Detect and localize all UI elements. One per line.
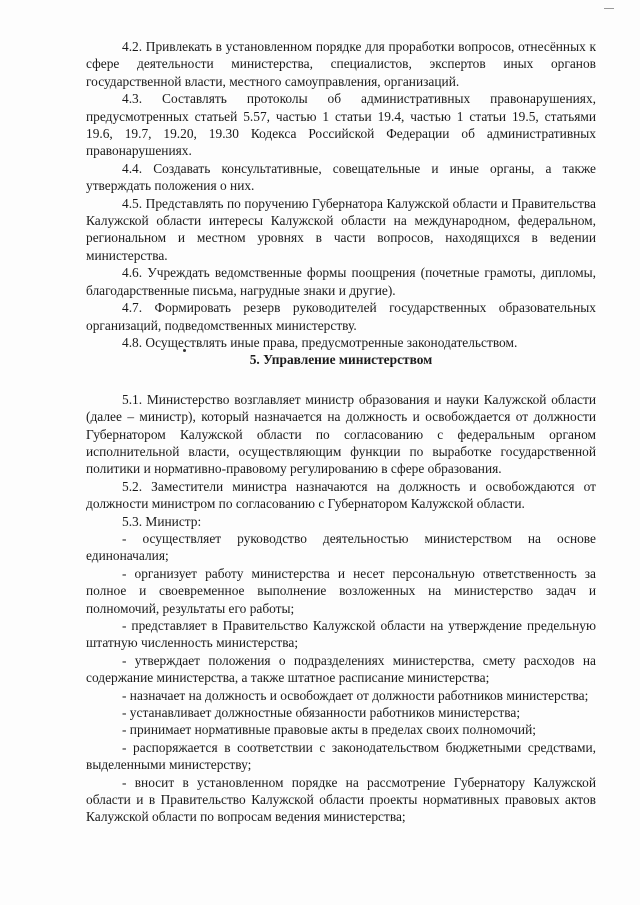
list-item: - организует работу министерства и несет персональную ответственность за полное и своевременное выполнение возложенных на министерство задач и полномочий, результаты его работы;	[86, 565, 596, 616]
list-item: - осуществляет руководство деятельностью министерством на основе единоначалия;	[86, 530, 596, 564]
list-item: - распоряжается в соответствии с законодательством бюджетными средствами, выделенными министерству;	[86, 739, 596, 773]
document-body	[86, 38, 596, 826]
paragraph-5-3: 5.3. Министр:	[122, 513, 202, 529]
paragraph-4-3: 4.3. Составлять протоколы об административных правонарушениях, предусмотренных статьей 5.57, частью 1 статьи 19.4, частью 1 статьи 19.5, статьями 19.6, 19.7, 19.20, 19.30 Кодекса Российской Федерации об административных правонарушениях.	[86, 91, 596, 159]
paragraph-4-2: 4.2. Привлекать в установленном порядке для проработки вопросов, отнесённых к сфере деятельности министерства, специалистов, экспертов иных органов государственной власти, местного самоуправления, организаций.	[86, 39, 596, 89]
list-item: - принимает нормативные правовые акты в пределах своих полномочий;	[122, 722, 536, 738]
scan-mark	[604, 8, 614, 9]
list-item: - представляет в Правительство Калужской области на утверждение предельную штатную численность министерства;	[86, 618, 596, 651]
paragraph-4-8: 4.8. Осуществлять иные права, предусмотренные законодательством.	[122, 334, 518, 350]
list-item: - устанавливает должностные обязанности работников министерства;	[122, 705, 521, 721]
paragraph-4-4: 4.4. Создавать консультативные, совещательные и иные органы, а также утверждать положения о них.	[86, 160, 596, 194]
paragraph-4-7: 4.7. Формировать резерв руководителей государственных образовательных организаций, подведомственных министерству.	[86, 300, 596, 333]
paragraph-5-2: 5.2. Заместители министра назначаются на должность и освобождаются от должности министром по согласованию с Губернатором Калужской области.	[86, 478, 596, 512]
list-item: - утверждает положения о подразделениях министерства, смету расходов на содержание министерства, а также штатное расписание министерства;	[86, 652, 596, 686]
list-item: - вносит в установленном порядке на рассмотрение Губернатору Калужской области и в Правительство Калужской области проекты нормативных правовых актов Калужской области по вопросам ведения министерства;	[86, 774, 596, 825]
paragraph-4-5: 4.5. Представлять по поручению Губернатора Калужской области и Правительства Калужской области интересы Калужской области на международном, федеральном, региональном и местном уровнях в части вопросов, находящихся в ведении министерства.	[86, 195, 596, 263]
section-heading: 5. Управление министерством	[249, 352, 433, 368]
paragraph-4-6: 4.6. Учреждать ведомственные формы поощрения (почетные грамоты, дипломы, благодарственные письма, нагрудные знаки и другие).	[86, 265, 596, 298]
list-item: - назначает на должность и освобождает от должности работников министерства;	[122, 687, 589, 703]
paragraph-5-1: 5.1. Министерство возглавляет министр образования и науки Калужской области (далее – министр), который назначается на должность и освобождается от должности Губернатором Калужской области по согласованию с федеральным органом исполнительной власти, осуществляющим функции по выработке государственной политики и нормативно-правовому регулированию в сфере образования.	[86, 391, 596, 477]
